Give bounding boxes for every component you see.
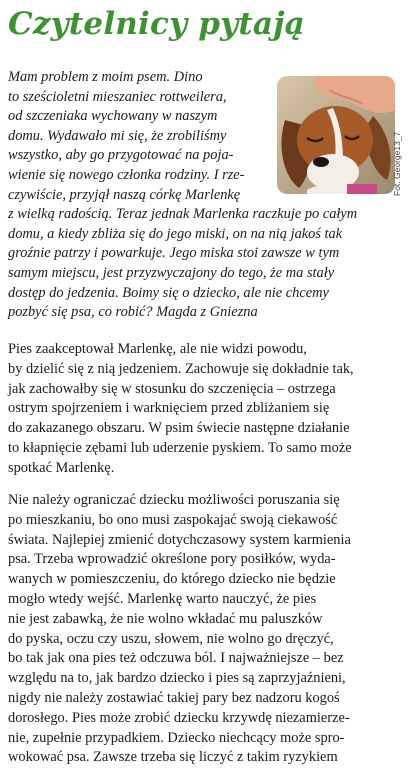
letter-line: domu. Wydawało mi się, że zrobiliśmy xyxy=(8,127,227,144)
answer-line: wanych w pomieszczeniu, do którego dziecko nie będzie xyxy=(8,571,336,588)
answer-line: nie jest zabawką, że nie wolno wkładać mu paluszków xyxy=(8,610,323,627)
letter-line: groźnie patrzy i powarkuje. Jego miska stoi zawsze w tym xyxy=(8,245,340,262)
answer-line: świata. Najlepiej zmienić dotychczasowy system karmienia xyxy=(8,531,351,548)
answer-line: mogło wtedy wejść. Marlenkę warto nauczyć, że pies xyxy=(8,590,317,607)
letter-line: czywiście, przyjął naszą córkę Marlenkę xyxy=(8,186,241,203)
answer-line: do zakazanego obszaru. W psim świecie następne działanie xyxy=(8,420,350,437)
answer-line: spotkać Marlenkę. xyxy=(8,459,115,476)
answer-line: by dzielić się z nią jedzeniem. Zachowuje się dokładnie tak, xyxy=(8,360,354,377)
answer-line: psa. Trzeba wprowadzić określone pory posiłków, wyda- xyxy=(8,551,336,568)
letter-line: wienie się nowego członka rodziny. I rze- xyxy=(8,166,245,183)
letter-line: dostęp do jedzenia. Boimy się o dziecko, ale nie chcemy xyxy=(8,284,329,301)
answer-line: nie, zupełnie przypadkiem. Dziecko niechcący może spro- xyxy=(8,729,345,746)
answer-paragraph-1 xyxy=(8,340,408,479)
answer-line: wokować psa. Zawsze trzeba się liczyć z takim ryzykiem xyxy=(8,749,338,766)
letter-line: od szczeniaka wychowany w naszym xyxy=(8,108,218,125)
answer-line: po mieszkaniu, bo ono musi zaspokajać swoją ciekawość xyxy=(8,511,338,528)
answer-line: Nie należy ograniczać dziecku możliwości poruszania się xyxy=(8,492,340,508)
letter-line: samym miejscu, jest przyzwyczajony do tego, że ma stały xyxy=(8,264,335,281)
answer-line: względu na to, jak bardzo dziecko i pies są zaprzyjaźnieni, xyxy=(8,670,346,687)
letter-line: pozbyć się psa, co robić? xyxy=(8,304,153,321)
answer-line: bo tak jak ona pies też odczuwa ból. I najważniejsze – bez xyxy=(8,650,344,667)
answer-line: ostrym spojrzeniem i warknięciem przed zbliżaniem się xyxy=(8,400,330,417)
letter-signature: Magda z Gniezna xyxy=(156,304,258,321)
letter-line: Mam problem z moim psem. Dino xyxy=(8,69,203,85)
answer-line: jak zachowałby się w stosunku do szczenięcia – ostrzega xyxy=(8,380,336,397)
answer-paragraph-2 xyxy=(8,491,408,768)
answer-line: dorosłego. Pies może zrobić dziecku krzywdę niezamierze- xyxy=(8,709,350,726)
answer-line: do pyska, oczu czy uszu, słowem, nie wolno go dręczyć, xyxy=(8,630,334,647)
article-title: Czytelnicy pytają xyxy=(8,6,305,42)
photo-credit: Fot. George13_7 xyxy=(392,131,402,196)
answer-line: nigdy nie należy zostawiać takiej pary bez nadzoru kogoś xyxy=(8,689,340,706)
letter-last-line xyxy=(8,303,386,323)
letter-line: to sześcioletni mieszaniec rottweilera, xyxy=(8,88,227,105)
answer-line: to kłapnięcie zębami lub uderzenie pyskiem. To samo może xyxy=(8,439,352,456)
answer-line: Pies zaakceptował Marlenkę, ale nie widzi powodu, xyxy=(8,341,307,357)
reader-letter xyxy=(8,68,408,323)
letter-line: wszystko, aby go przygotować na poja- xyxy=(8,147,234,164)
letter-line: z wielką radością. Teraz jednak Marlenka raczkuje po całym xyxy=(8,206,358,223)
letter-line: domu, a kiedy zbliża się do jego miski, on na nią jakoś tak xyxy=(8,225,343,242)
